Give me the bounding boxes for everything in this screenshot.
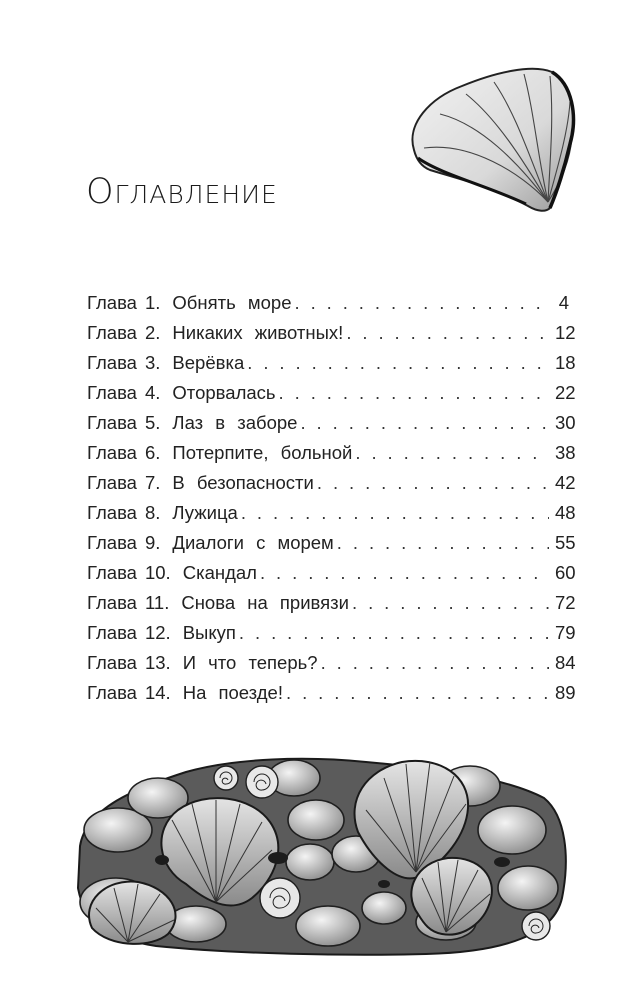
dot-leader [260, 558, 549, 588]
toc-entry[interactable] [87, 528, 576, 558]
chapter-label: Глава [87, 652, 137, 673]
chapter-label: Глава [87, 592, 137, 613]
chapter-number: 9. [144, 532, 161, 553]
page-number: 30 [555, 412, 576, 433]
chapter-title: На поезде! [182, 682, 283, 703]
page-number: 48 [555, 502, 576, 523]
chapter-title: Диалоги с морем [172, 532, 334, 553]
chapter-number: 7. [144, 472, 161, 493]
chapter-title: Потерпите, больной [172, 442, 353, 463]
chapter-title: Снова на привязи [181, 592, 349, 613]
toc-entry[interactable] [87, 348, 576, 378]
page-number: 79 [555, 622, 576, 643]
dot-leader [321, 648, 549, 678]
chapter-number: 10. [144, 562, 171, 583]
chapter-number: 3. [144, 352, 161, 373]
chapter-title: Выкуп [182, 622, 236, 643]
chapter-title: Лаз в заборе [172, 412, 298, 433]
page-number: 12 [555, 322, 576, 343]
chapter-label: Глава [87, 532, 137, 553]
toc-entry[interactable] [87, 588, 576, 618]
chapter-title: Лужица [172, 502, 238, 523]
chapter-number: 4. [144, 382, 161, 403]
page-number: 89 [555, 682, 576, 703]
chapter-label: Глава [87, 412, 137, 433]
page-number: 4 [558, 292, 569, 313]
chapter-number: 2. [144, 322, 161, 343]
chapter-label: Глава [87, 442, 137, 463]
page-number: 60 [555, 562, 576, 583]
table-of-contents [87, 288, 576, 708]
chapter-label: Глава [87, 622, 137, 643]
dot-leader [337, 528, 549, 558]
chapter-title: Верёвка [172, 352, 245, 373]
chapter-number: 8. [144, 502, 161, 523]
seashells-pile-illustration [66, 738, 572, 960]
toc-entry[interactable] [87, 288, 569, 318]
chapter-label: Глава [87, 502, 137, 523]
page-number: 42 [555, 472, 576, 493]
dot-leader [317, 468, 549, 498]
chapter-label: Глава [87, 682, 137, 703]
page-number: 18 [555, 352, 576, 373]
dot-leader [355, 438, 549, 468]
chapter-number: 1. [144, 292, 161, 313]
dot-leader [300, 408, 549, 438]
chapter-title: В безопасности [172, 472, 314, 493]
page-number: 55 [555, 532, 576, 553]
page-number: 84 [555, 652, 576, 673]
chapter-label: Глава [87, 292, 137, 313]
toc-entry[interactable] [87, 318, 576, 348]
page-number: 72 [555, 592, 576, 613]
seashell-illustration [400, 62, 582, 217]
chapter-label: Глава [87, 322, 137, 343]
chapter-title: Скандал [182, 562, 257, 583]
toc-entry[interactable] [87, 618, 576, 648]
dot-leader [241, 498, 549, 528]
toc-entry[interactable] [87, 648, 576, 678]
chapter-title: Никаких животных! [172, 322, 344, 343]
toc-entry[interactable] [87, 408, 576, 438]
toc-entry[interactable] [87, 468, 576, 498]
dot-leader [294, 288, 549, 318]
dot-leader [352, 588, 549, 618]
dot-leader [346, 318, 549, 348]
chapter-number: 12. [144, 622, 171, 643]
page-title: Оглавление [86, 172, 278, 212]
chapter-label: Глава [87, 352, 137, 373]
toc-entry[interactable] [87, 558, 576, 588]
page-number: 38 [555, 442, 576, 463]
page-number: 22 [555, 382, 576, 403]
chapter-title: И что теперь? [182, 652, 318, 673]
chapter-number: 11. [144, 592, 170, 613]
chapter-number: 14. [144, 682, 171, 703]
dot-leader [247, 348, 549, 378]
chapter-number: 5. [144, 412, 161, 433]
chapter-title: Оторвалась [172, 382, 276, 403]
chapter-title: Обнять море [172, 292, 292, 313]
toc-entry[interactable] [87, 438, 576, 468]
chapter-number: 6. [144, 442, 161, 463]
toc-entry[interactable] [87, 498, 576, 528]
chapter-label: Глава [87, 472, 137, 493]
chapter-label: Глава [87, 382, 137, 403]
toc-entry[interactable] [87, 378, 576, 408]
chapter-number: 13. [144, 652, 171, 673]
dot-leader [239, 618, 549, 648]
dot-leader [286, 678, 549, 708]
chapter-label: Глава [87, 562, 137, 583]
toc-entry[interactable] [87, 678, 576, 708]
dot-leader [279, 378, 549, 408]
